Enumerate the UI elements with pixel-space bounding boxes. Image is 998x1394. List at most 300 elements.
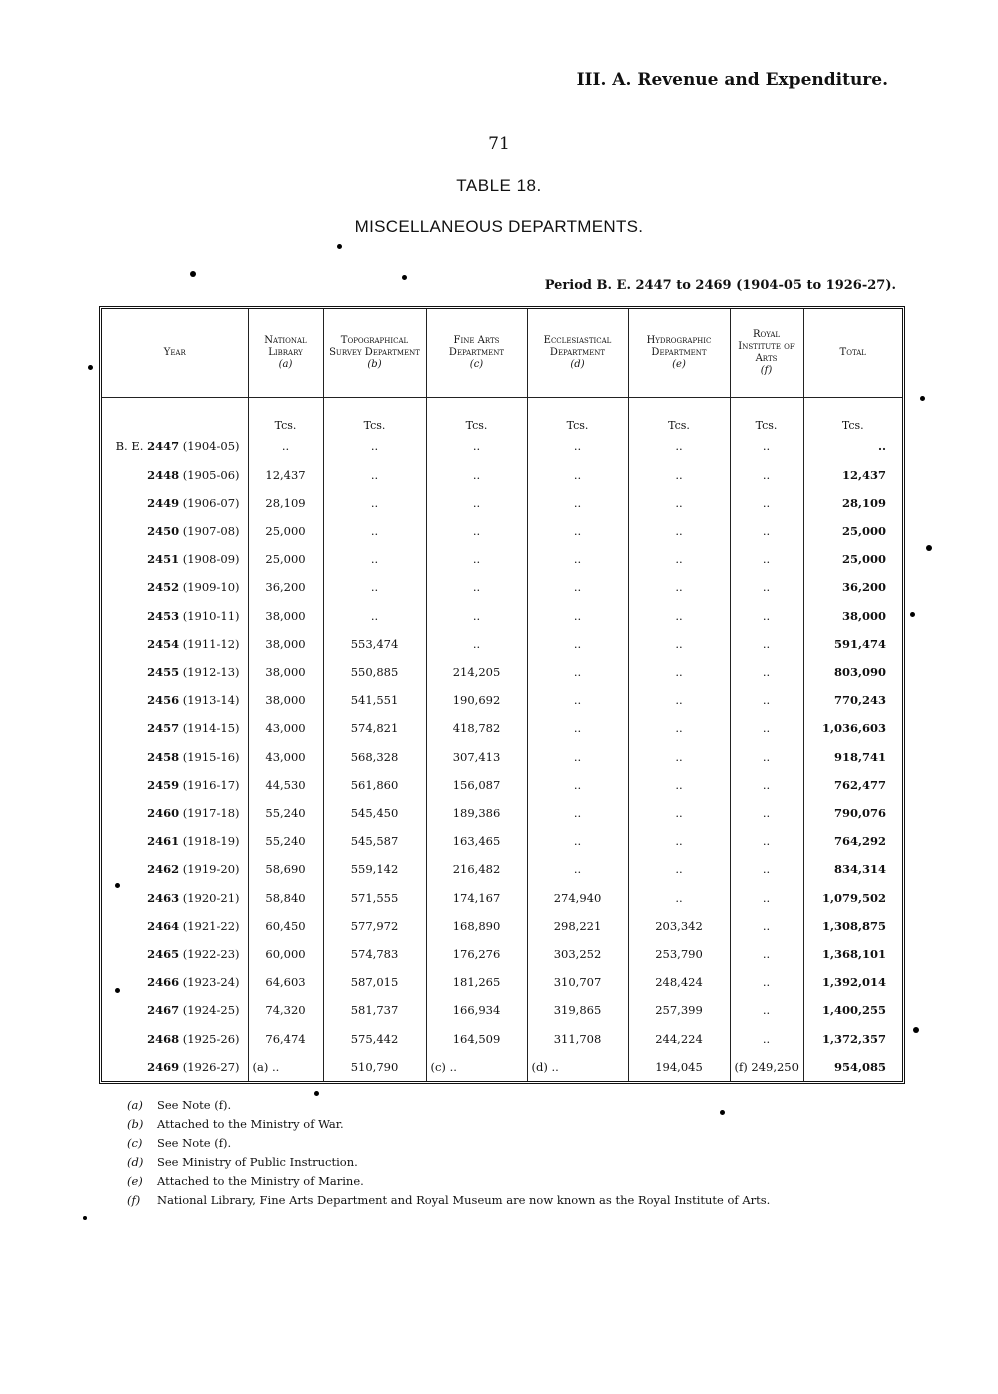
year-cell xyxy=(102,940,248,968)
total-cell: 1,308,875 xyxy=(821,918,886,933)
footnote-text: National Library, Fine Arts Department and Royal Museum are now known as the Royal Institute of Arts. xyxy=(157,1193,771,1207)
value-cell: 418,782 xyxy=(426,714,527,742)
value-cell: .. xyxy=(730,517,803,545)
year-cell xyxy=(102,432,248,460)
period-line: Period B. E. 2447 to 2469 (1904-05 to 1926-27). xyxy=(544,278,896,293)
year-cell xyxy=(102,799,248,827)
table-row xyxy=(102,827,902,855)
year-number: 2451 xyxy=(147,552,180,567)
year-cell xyxy=(102,573,248,601)
total-cell: 1,372,357 xyxy=(821,1031,886,1046)
value-cell: .. xyxy=(527,545,628,573)
value-cell: .. xyxy=(323,545,426,573)
value-cell: 164,509 xyxy=(426,1025,527,1053)
column-note: (d) xyxy=(570,359,585,370)
year-period: (1912-13) xyxy=(182,664,240,679)
column-header-ecclesiastical xyxy=(527,309,628,398)
year-number: 2463 xyxy=(147,890,180,905)
data-table xyxy=(99,306,905,1084)
column-header-label: Ecclesiastical Department xyxy=(543,335,612,358)
units-row xyxy=(102,398,902,433)
value-cell: 38,000 xyxy=(248,686,323,714)
value-cell: 510,790 xyxy=(323,1053,426,1081)
value-cell: 28,109 xyxy=(248,489,323,517)
table-row xyxy=(102,742,902,770)
value-cell: .. xyxy=(730,432,803,460)
value-cell: 587,015 xyxy=(323,968,426,996)
value-cell: .. xyxy=(628,630,730,658)
value-cell: .. xyxy=(527,827,628,855)
table-row xyxy=(102,968,902,996)
year-cell xyxy=(102,630,248,658)
table-row xyxy=(102,489,902,517)
year-number: 2466 xyxy=(147,975,180,990)
value-cell: .. xyxy=(527,489,628,517)
table-number: TABLE 18. xyxy=(456,176,542,195)
value-cell: .. xyxy=(527,742,628,770)
value-cell: 307,413 xyxy=(426,742,527,770)
column-header-label: Total xyxy=(839,347,866,358)
table-row xyxy=(102,799,902,827)
year-cell xyxy=(102,545,248,573)
total-cell: 803,090 xyxy=(833,664,886,679)
value-cell: 174,167 xyxy=(426,884,527,912)
value-cell: 574,821 xyxy=(323,714,426,742)
value-cell: .. xyxy=(426,630,527,658)
value-cell: .. xyxy=(730,573,803,601)
total-cell: 25,000 xyxy=(841,523,886,538)
value-cell: 571,555 xyxy=(323,884,426,912)
table-row xyxy=(102,714,902,742)
footnote-key: (b) xyxy=(127,1117,144,1131)
footnote xyxy=(127,1153,907,1172)
value-cell: .. xyxy=(527,601,628,629)
value-cell: .. xyxy=(426,545,527,573)
table-row xyxy=(102,630,902,658)
value-cell: .. xyxy=(730,460,803,488)
year-cell xyxy=(102,460,248,488)
year-cell xyxy=(102,1053,248,1081)
value-cell: .. xyxy=(426,489,527,517)
value-cell: 310,707 xyxy=(527,968,628,996)
value-cell: .. xyxy=(730,601,803,629)
column-note: (b) xyxy=(367,359,382,370)
column-header-topographical-survey xyxy=(323,309,426,398)
table-row xyxy=(102,686,902,714)
value-cell: 248,424 xyxy=(628,968,730,996)
value-cell: 545,450 xyxy=(323,799,426,827)
year-number: 2459 xyxy=(147,777,180,792)
year-cell xyxy=(102,489,248,517)
table-row xyxy=(102,460,902,488)
column-header-year xyxy=(102,309,248,398)
year-number: 2457 xyxy=(147,721,180,736)
year-period: (1907-08) xyxy=(182,523,240,538)
year-number: 2467 xyxy=(147,1003,180,1018)
value-cell: .. xyxy=(527,771,628,799)
unit-cell xyxy=(102,398,248,433)
value-cell: 216,482 xyxy=(426,855,527,883)
value-cell: 44,530 xyxy=(248,771,323,799)
footnote-key: (c) xyxy=(127,1136,143,1150)
value-cell: 311,708 xyxy=(527,1025,628,1053)
value-cell: .. xyxy=(730,827,803,855)
column-header-fine-arts xyxy=(426,309,527,398)
total-cell: 28,109 xyxy=(841,495,886,510)
column-header-royal-institute xyxy=(730,309,803,398)
scan-speck xyxy=(314,1091,319,1096)
footnote-key: (a) xyxy=(127,1098,143,1112)
footnote xyxy=(127,1115,907,1134)
year-period: (1910-11) xyxy=(182,608,240,623)
value-cell: (f) 249,250 xyxy=(730,1053,803,1081)
footnote-text: See Ministry of Public Instruction. xyxy=(157,1155,358,1169)
value-cell: 64,603 xyxy=(248,968,323,996)
value-cell: 156,087 xyxy=(426,771,527,799)
column-header-total xyxy=(803,309,902,398)
value-cell: .. xyxy=(628,658,730,686)
year-cell xyxy=(102,968,248,996)
year-cell xyxy=(102,996,248,1024)
value-cell: 561,860 xyxy=(323,771,426,799)
year-period: (1926-27) xyxy=(182,1059,240,1074)
year-number: 2447 xyxy=(147,439,180,454)
year-period: (1911-12) xyxy=(182,636,240,651)
scan-speck xyxy=(920,396,925,401)
total-cell: 25,000 xyxy=(841,552,886,567)
year-period: (1922-23) xyxy=(182,947,240,961)
footnote-key: (e) xyxy=(127,1174,143,1188)
value-cell: 58,690 xyxy=(248,855,323,883)
header-row xyxy=(102,309,902,398)
scan-speck xyxy=(910,612,915,617)
table-row xyxy=(102,432,902,460)
footnote-key: (d) xyxy=(127,1155,144,1169)
value-cell: 25,000 xyxy=(248,517,323,545)
total-cell: 834,314 xyxy=(833,862,886,877)
footnote-text: Attached to the Ministry of War. xyxy=(157,1117,344,1131)
value-cell: .. xyxy=(730,1025,803,1053)
value-cell: 214,205 xyxy=(426,658,527,686)
scan-speck xyxy=(83,1216,87,1220)
unit-cell: Tcs. xyxy=(248,398,323,433)
year-period: (1924-25) xyxy=(182,1003,240,1018)
value-cell: 244,224 xyxy=(628,1025,730,1053)
year-cell xyxy=(102,714,248,742)
year-number: 2456 xyxy=(147,693,180,708)
value-cell: .. xyxy=(248,432,323,460)
value-cell: 319,865 xyxy=(527,996,628,1024)
year-period: (1909-10) xyxy=(182,580,240,595)
scan-speck xyxy=(115,883,120,888)
value-cell: .. xyxy=(628,742,730,770)
value-cell: 189,386 xyxy=(426,799,527,827)
footnote xyxy=(127,1134,907,1153)
total-cell: .. xyxy=(877,439,886,454)
year-period: (1913-14) xyxy=(182,693,240,708)
value-cell: .. xyxy=(730,686,803,714)
value-cell: .. xyxy=(527,573,628,601)
footnote-text: See Note (f). xyxy=(157,1136,232,1150)
value-cell: .. xyxy=(730,714,803,742)
value-cell: 36,200 xyxy=(248,573,323,601)
value-cell: .. xyxy=(426,573,527,601)
column-note: (a) xyxy=(278,359,293,370)
value-cell: 38,000 xyxy=(248,658,323,686)
footnote xyxy=(127,1172,907,1191)
value-cell: 274,940 xyxy=(527,884,628,912)
table-row xyxy=(102,912,902,940)
year-cell xyxy=(102,601,248,629)
value-cell: .. xyxy=(527,460,628,488)
year-number: 2460 xyxy=(147,805,180,820)
year-cell xyxy=(102,742,248,770)
value-cell: .. xyxy=(426,601,527,629)
value-cell: .. xyxy=(730,630,803,658)
value-cell: 163,465 xyxy=(426,827,527,855)
value-cell: 176,276 xyxy=(426,940,527,968)
footnote-text: See Note (f). xyxy=(157,1098,232,1112)
table-row xyxy=(102,1053,902,1081)
year-period: (1925-26) xyxy=(182,1031,240,1046)
unit-cell: Tcs. xyxy=(426,398,527,433)
value-cell: .. xyxy=(730,742,803,770)
value-cell: .. xyxy=(527,658,628,686)
year-cell xyxy=(102,912,248,940)
year-number: 2469 xyxy=(147,1059,180,1074)
value-cell: 181,265 xyxy=(426,968,527,996)
value-cell: .. xyxy=(730,940,803,968)
total-cell: 1,400,255 xyxy=(821,1003,886,1018)
footnote-key: (f) xyxy=(127,1193,141,1207)
year-cell xyxy=(102,884,248,912)
year-number: 2453 xyxy=(147,608,180,623)
column-header-label: Fine Arts Department xyxy=(448,335,505,358)
total-cell: 38,000 xyxy=(841,608,886,623)
year-period: (1923-24) xyxy=(182,975,240,990)
table-row xyxy=(102,884,902,912)
value-cell: .. xyxy=(628,460,730,488)
scan-speck xyxy=(926,545,932,551)
total-cell: 1,368,101 xyxy=(821,947,886,961)
scan-speck xyxy=(88,365,93,370)
total-cell: 1,036,603 xyxy=(821,721,886,736)
value-cell: .. xyxy=(527,517,628,545)
table-row xyxy=(102,1025,902,1053)
unit-cell: Tcs. xyxy=(323,398,426,433)
value-cell: 55,240 xyxy=(248,799,323,827)
value-cell: 38,000 xyxy=(248,630,323,658)
value-cell: 203,342 xyxy=(628,912,730,940)
year-period: (1904-05) xyxy=(182,439,240,454)
total-cell: 918,741 xyxy=(833,749,886,764)
value-cell: (c) .. xyxy=(426,1053,527,1081)
value-cell: 577,972 xyxy=(323,912,426,940)
value-cell: 60,000 xyxy=(248,940,323,968)
table-row xyxy=(102,771,902,799)
total-cell: 591,474 xyxy=(833,636,886,651)
value-cell: .. xyxy=(323,601,426,629)
year-cell xyxy=(102,517,248,545)
total-cell: 1,392,014 xyxy=(821,975,886,990)
value-cell: .. xyxy=(628,432,730,460)
scan-speck xyxy=(720,1110,725,1115)
unit-cell: Tcs. xyxy=(841,419,864,433)
value-cell: .. xyxy=(628,714,730,742)
value-cell: .. xyxy=(730,884,803,912)
value-cell: (d) .. xyxy=(527,1053,628,1081)
value-cell: (a) .. xyxy=(248,1053,323,1081)
value-cell: .. xyxy=(730,771,803,799)
value-cell: .. xyxy=(730,658,803,686)
value-cell: .. xyxy=(628,517,730,545)
year-period: (1905-06) xyxy=(182,467,240,482)
year-number: 2452 xyxy=(147,580,180,595)
table-row xyxy=(102,517,902,545)
value-cell: 58,840 xyxy=(248,884,323,912)
value-cell: .. xyxy=(628,855,730,883)
value-cell: 253,790 xyxy=(628,940,730,968)
year-number: 2468 xyxy=(147,1031,180,1046)
value-cell: 550,885 xyxy=(323,658,426,686)
value-cell: 194,045 xyxy=(628,1053,730,1081)
value-cell: .. xyxy=(527,432,628,460)
column-header-hydrographic xyxy=(628,309,730,398)
footnote xyxy=(127,1191,907,1210)
value-cell: .. xyxy=(730,912,803,940)
year-number: 2462 xyxy=(147,862,180,877)
year-period: (1916-17) xyxy=(182,777,240,792)
column-note: (f) xyxy=(760,365,773,376)
value-cell: 166,934 xyxy=(426,996,527,1024)
total-cell: 36,200 xyxy=(841,580,886,595)
value-cell: .. xyxy=(527,855,628,883)
value-cell: .. xyxy=(628,771,730,799)
year-number: 2458 xyxy=(147,749,180,764)
value-cell: .. xyxy=(323,489,426,517)
column-header-label: Hydrographic Department xyxy=(646,335,712,358)
column-header-label: Year xyxy=(163,347,186,358)
value-cell: 559,142 xyxy=(323,855,426,883)
value-cell: .. xyxy=(730,996,803,1024)
year-period: (1918-19) xyxy=(182,834,240,849)
total-cell: 770,243 xyxy=(833,693,886,708)
total-cell: 790,076 xyxy=(833,805,886,820)
year-period: (1908-09) xyxy=(182,552,240,567)
year-number: 2464 xyxy=(147,918,180,933)
scan-speck xyxy=(115,988,120,993)
year-number: 2461 xyxy=(147,834,180,849)
table-row xyxy=(102,855,902,883)
total-cell: 12,437 xyxy=(841,467,886,482)
total-cell: 762,477 xyxy=(833,777,886,792)
data-table-grid xyxy=(102,309,902,1081)
page-number: 71 xyxy=(488,134,510,154)
value-cell: .. xyxy=(323,517,426,545)
year-cell xyxy=(102,1025,248,1053)
year-cell xyxy=(102,827,248,855)
year-cell xyxy=(102,658,248,686)
value-cell: .. xyxy=(628,573,730,601)
year-number: 2454 xyxy=(147,636,180,651)
table-row xyxy=(102,996,902,1024)
value-cell: .. xyxy=(628,827,730,855)
value-cell: .. xyxy=(628,799,730,827)
column-header-label: Royal Institute of Arts xyxy=(738,329,795,364)
value-cell: .. xyxy=(527,686,628,714)
table-title: MISCELLANEOUS DEPARTMENTS. xyxy=(354,217,644,236)
year-cell xyxy=(102,686,248,714)
scan-speck xyxy=(190,271,196,277)
table-row xyxy=(102,601,902,629)
value-cell: 575,442 xyxy=(323,1025,426,1053)
value-cell: .. xyxy=(730,968,803,996)
total-cell: 1,079,502 xyxy=(821,890,886,905)
unit-cell: Tcs. xyxy=(628,398,730,433)
year-number: 2455 xyxy=(147,664,180,679)
value-cell: 257,399 xyxy=(628,996,730,1024)
value-cell: 581,737 xyxy=(323,996,426,1024)
year-period: (1914-15) xyxy=(182,721,240,736)
value-cell: 43,000 xyxy=(248,714,323,742)
value-cell: 545,587 xyxy=(323,827,426,855)
value-cell: .. xyxy=(426,460,527,488)
year-period: (1921-22) xyxy=(182,918,240,933)
table-row xyxy=(102,940,902,968)
year-number: 2465 xyxy=(147,947,180,961)
scan-speck xyxy=(337,244,342,249)
column-header-national-library xyxy=(248,309,323,398)
value-cell: 43,000 xyxy=(248,742,323,770)
value-cell: 25,000 xyxy=(248,545,323,573)
year-cell xyxy=(102,771,248,799)
value-cell: 303,252 xyxy=(527,940,628,968)
year-number: 2449 xyxy=(147,495,180,510)
year-prefix: B. E. xyxy=(115,439,144,454)
column-header-label: National Library xyxy=(264,335,307,358)
scan-speck xyxy=(913,1027,919,1033)
unit-cell: Tcs. xyxy=(730,398,803,433)
value-cell: 74,320 xyxy=(248,996,323,1024)
value-cell: .. xyxy=(527,799,628,827)
value-cell: 55,240 xyxy=(248,827,323,855)
value-cell: 568,328 xyxy=(323,742,426,770)
column-note: (c) xyxy=(469,359,484,370)
value-cell: 168,890 xyxy=(426,912,527,940)
value-cell: .. xyxy=(730,489,803,517)
value-cell: .. xyxy=(323,432,426,460)
footnotes xyxy=(127,1096,907,1210)
table-row xyxy=(102,573,902,601)
scan-speck xyxy=(402,275,407,280)
year-number: 2450 xyxy=(147,523,180,538)
value-cell: .. xyxy=(323,460,426,488)
value-cell: .. xyxy=(426,432,527,460)
value-cell: .. xyxy=(628,545,730,573)
value-cell: .. xyxy=(426,517,527,545)
total-cell: 764,292 xyxy=(833,834,886,849)
value-cell: .. xyxy=(730,855,803,883)
value-cell: 12,437 xyxy=(248,460,323,488)
value-cell: .. xyxy=(730,799,803,827)
value-cell: 553,474 xyxy=(323,630,426,658)
table-body xyxy=(102,398,902,1082)
value-cell: .. xyxy=(628,686,730,714)
value-cell: .. xyxy=(628,489,730,517)
value-cell: 76,474 xyxy=(248,1025,323,1053)
year-period: (1920-21) xyxy=(182,890,240,905)
value-cell: .. xyxy=(628,884,730,912)
